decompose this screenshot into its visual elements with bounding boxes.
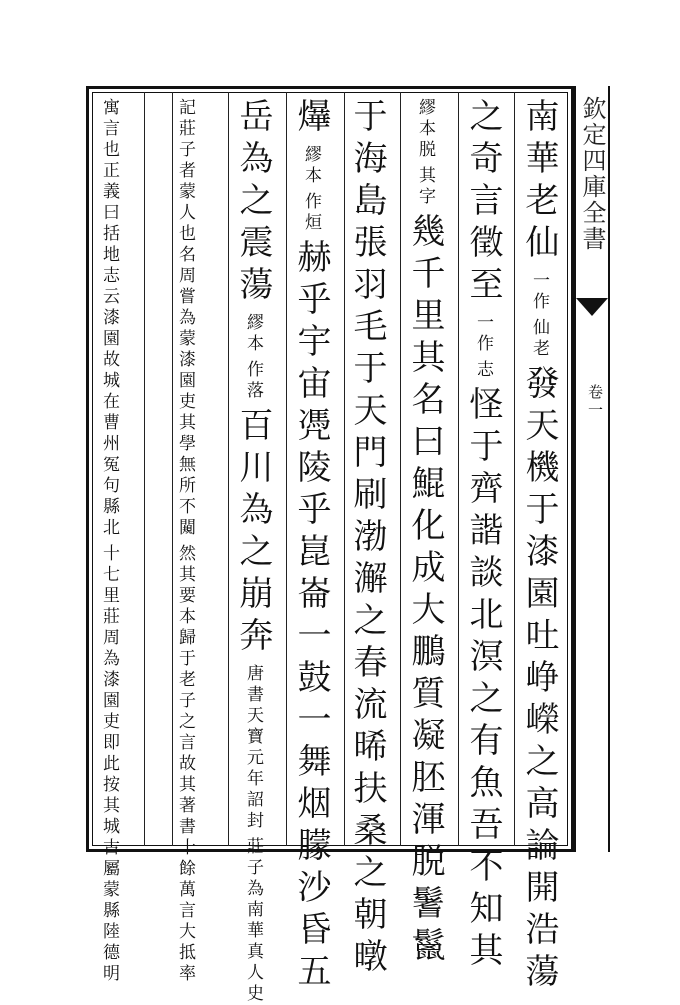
- text-column-1: [519, 98, 559, 996]
- column-rule: [458, 92, 459, 846]
- column-rule: [144, 92, 145, 846]
- main-text: 之奇言徵至: [463, 98, 503, 308]
- main-text: 于海島張羽毛于天門刷渤澥之春流晞扶桑之朝暾: [347, 98, 387, 980]
- annotation-left: 十七里莊周為漆園吏即此按其城古屬蒙縣陸德明: [99, 544, 119, 986]
- main-text: 幾千里其名曰鯤化成大鵬質凝胚渾脱鬐鬣: [405, 213, 445, 970]
- annotation-right: 寓言也正義曰括地志云漆園故城在曹州冤句縣北: [99, 98, 119, 539]
- main-text: 爗: [291, 98, 331, 140]
- annotation-right: 繆本: [243, 313, 263, 356]
- volume-label: 卷一: [586, 384, 604, 420]
- annotation: [100, 98, 117, 985]
- column-rule: [172, 92, 173, 846]
- annotation-right: 繆本: [301, 145, 321, 188]
- column-rule: [286, 92, 287, 846]
- annotation-left: 志: [473, 360, 493, 382]
- main-text: 岳為之震蕩: [233, 98, 273, 308]
- text-column-6: [233, 98, 273, 1005]
- column-rule: [344, 92, 345, 846]
- annotation-right: 唐書天寶元年詔封: [243, 664, 263, 833]
- column-rule: [400, 92, 401, 846]
- annotation-left: 然其要本歸于老子之言故其著書十餘萬言大抵率: [175, 544, 195, 986]
- annotation-left: 仙老: [529, 318, 549, 361]
- main-text: 赫乎宇宙凴陵乎崑崙一鼓一舞烟朦沙昏五: [291, 239, 331, 996]
- annotation-left: 作烜: [301, 192, 321, 235]
- annotation-right: 一作: [529, 271, 549, 314]
- fishtail-mark: [576, 298, 608, 316]
- main-text: 怪于齊諧談北溟之有魚吾不知其: [463, 386, 503, 975]
- main-text: 百川為之崩奔: [233, 407, 273, 660]
- annotation: [176, 98, 193, 985]
- annotation: [244, 664, 261, 1005]
- text-column-3: [405, 98, 445, 970]
- annotation: [244, 313, 261, 402]
- annotation-left: 莊子為南華真人史: [243, 837, 263, 1005]
- annotation: [474, 313, 491, 381]
- annotation: [416, 98, 433, 208]
- column-rule: [514, 92, 515, 846]
- text-column-7: [175, 98, 195, 986]
- main-text: 南華老仙: [519, 98, 559, 266]
- annotation-right: 記莊子者蒙人也名周嘗為蒙漆園吏其學無所不闚: [175, 98, 195, 539]
- annotation-left: 其字: [415, 166, 435, 209]
- text-column-8: [99, 98, 119, 986]
- text-column-4: [347, 98, 387, 980]
- annotation: [302, 145, 319, 234]
- main-text: 發天機于漆園吐峥嶸之高論開浩蕩: [519, 365, 559, 996]
- annotation-left: 作落: [243, 360, 263, 403]
- book-title: 欽定四庫全書: [578, 96, 606, 252]
- text-column-2: [463, 98, 503, 975]
- column-rule: [228, 92, 229, 846]
- annotation: [530, 271, 547, 360]
- annotation-right: 繆本脱: [415, 98, 435, 161]
- annotation-right: 一作: [473, 313, 493, 356]
- text-column-5: [291, 98, 331, 996]
